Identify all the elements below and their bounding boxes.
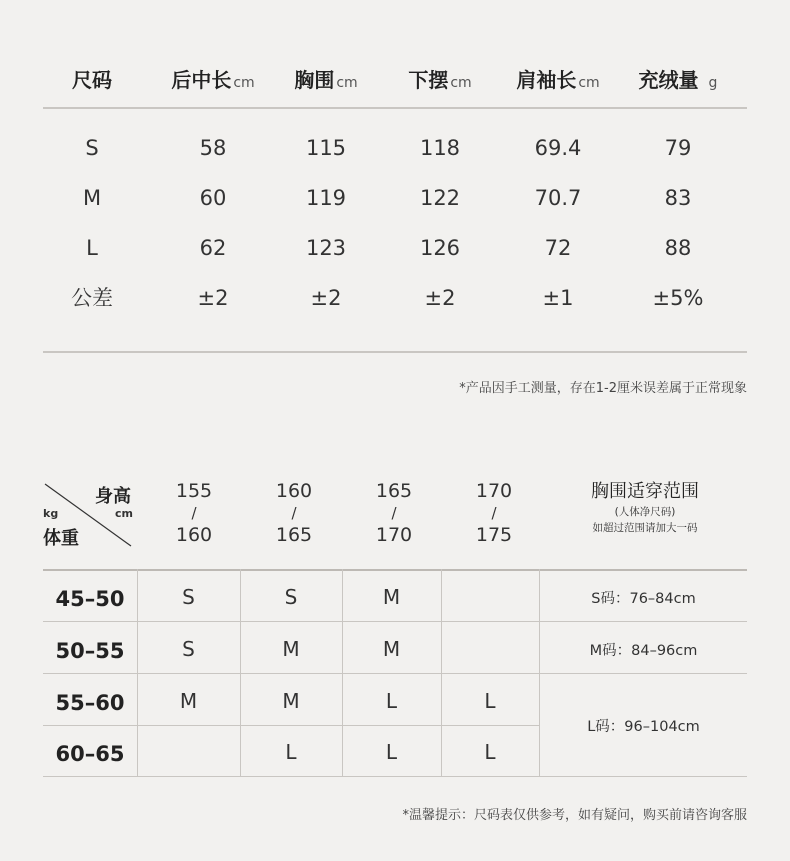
height-unit: cm <box>115 507 133 520</box>
weight-range: 50–55 <box>55 639 125 663</box>
size-cell: M <box>282 689 300 713</box>
header-hem: 下摆 cm <box>408 68 472 92</box>
size-cell: S <box>182 585 195 609</box>
header-back-length: 后中长 cm <box>171 68 255 92</box>
weight-label: 体重 <box>43 528 79 549</box>
table-row: S 58 115 118 69.4 79 <box>85 136 692 160</box>
size-cell: M <box>282 637 300 661</box>
size-cell: M <box>179 689 198 713</box>
table-row-tolerance: 公差 ±2 ±2 ±2 ±1 ±5% <box>71 286 704 310</box>
size-cell: L <box>484 740 496 764</box>
size-cell <box>137 726 240 778</box>
weight-unit: kg <box>43 507 59 520</box>
size-cell: L <box>385 689 398 713</box>
size-cell: L <box>285 740 297 764</box>
table-row: L 62 123 126 72 88 <box>86 236 692 260</box>
height-label: 身高 <box>95 486 131 507</box>
header-down-fill: 充绒量 g <box>638 68 718 92</box>
recommend-grid <box>43 569 747 777</box>
chest-range-s: S码：76–84cm <box>591 591 696 607</box>
table-row: M 60 119 122 70.7 83 <box>82 186 692 210</box>
height-col-170-175: 170 / 175 <box>475 480 513 546</box>
size-cell: L <box>385 740 398 764</box>
corner-header <box>43 480 135 550</box>
size-cell <box>441 623 539 675</box>
height-col-160-165: 160 / 165 <box>275 480 313 546</box>
size-cell: M <box>382 585 401 609</box>
height-col-155-160: 155 / 160 <box>175 480 213 546</box>
size-cell: M <box>382 637 401 661</box>
chest-range-l: L码：96–104cm <box>587 719 700 735</box>
weight-range: 45–50 <box>55 587 125 611</box>
header-chest: 胸围 cm <box>294 68 358 92</box>
weight-range: 60–65 <box>55 742 125 766</box>
reference-note: *温馨提示：尺码表仅供参考，如有疑问，购买前请咨询客服 <box>402 808 747 823</box>
chest-range-m: M码：84–96cm <box>589 643 698 659</box>
size-cell <box>441 571 539 623</box>
size-cell: S <box>284 585 298 609</box>
header-sleeve: 肩袖长 cm <box>516 68 600 92</box>
height-col-165-170: 165 / 170 <box>375 480 413 546</box>
chest-range-header: 胸围适穿范围 (人体净尺码) 如超过范围请加大一码 <box>591 481 699 534</box>
table-bottom-divider <box>43 351 747 353</box>
weight-range: 55–60 <box>55 691 125 715</box>
header-divider <box>43 107 747 109</box>
size-cell: L <box>484 689 496 713</box>
header-size: 尺码 <box>72 68 112 92</box>
measurement-note: *产品因手工测量，存在1-2厘米误差属于正常现象 <box>459 381 747 396</box>
size-table-header <box>43 60 747 100</box>
size-cell: S <box>182 637 195 661</box>
